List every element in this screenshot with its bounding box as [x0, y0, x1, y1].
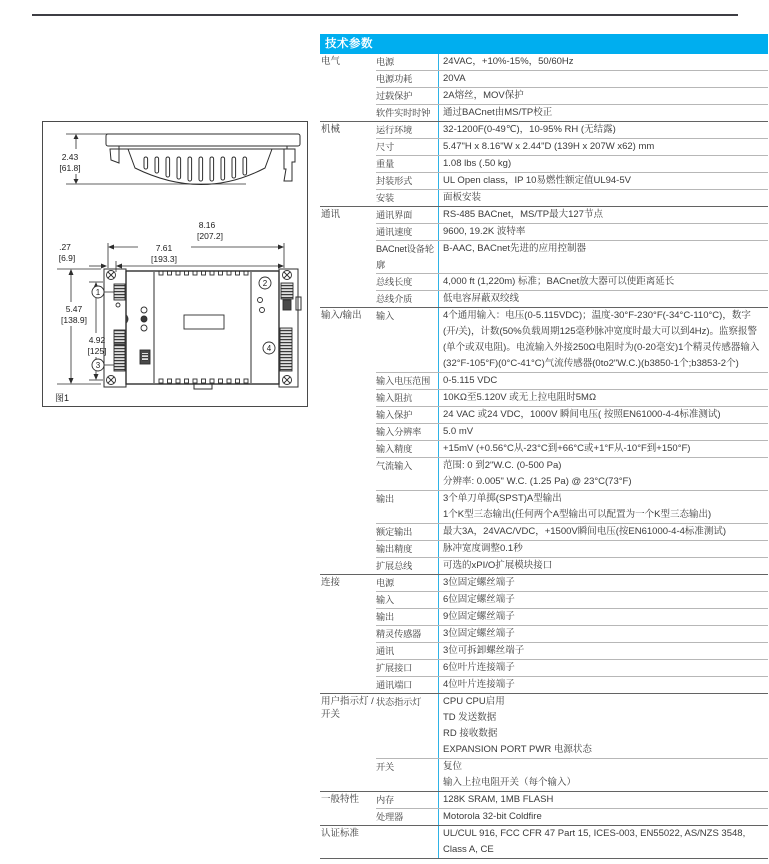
spec-value-line: 0-5.115 VDC	[443, 375, 498, 386]
spec-value	[438, 373, 768, 389]
spec-table-header: 技术参数	[320, 34, 768, 54]
spec-param: 开关	[376, 762, 395, 772]
dim-height2-in: 4.92	[88, 335, 106, 345]
callout-4: 4	[266, 344, 272, 353]
dim-width-lines	[108, 243, 284, 268]
spec-rows	[376, 54, 768, 121]
spec-value	[438, 558, 768, 574]
spec-param: 电源功耗	[376, 74, 413, 84]
spec-param: 重量	[376, 159, 395, 169]
spec-category: 机械	[321, 124, 341, 135]
spec-param: 气流输入	[376, 461, 413, 471]
spec-param: 处理器	[376, 812, 404, 822]
arrow	[108, 245, 114, 250]
spec-value-line: Motorola 32-bit Coldfire	[443, 811, 542, 822]
spec-value	[438, 441, 768, 457]
dim-height-in: 5.47	[65, 304, 83, 314]
spec-row	[376, 457, 768, 490]
arrow	[69, 269, 74, 275]
spec-value	[438, 626, 768, 642]
spec-value	[438, 677, 768, 693]
spec-value	[438, 660, 768, 676]
spec-value	[438, 643, 768, 659]
spec-row	[376, 490, 768, 523]
arrow	[74, 179, 79, 184]
spec-row	[376, 659, 768, 676]
spec-row	[376, 758, 768, 791]
spec-section	[320, 307, 768, 574]
spec-value-line: 输入上拉电阻开关（每个输入）	[443, 777, 577, 788]
spec-param: 状态指示灯	[376, 697, 422, 707]
spec-value	[438, 694, 768, 758]
spec-row	[376, 389, 768, 406]
spec-value-line: 3位固定螺丝端子	[443, 628, 515, 639]
spec-row	[376, 440, 768, 457]
dim-width2-in: 7.61	[155, 243, 173, 253]
spec-value	[438, 458, 768, 490]
spec-category: 连接	[321, 577, 341, 588]
spec-param: 额定输出	[376, 527, 413, 537]
spec-row	[376, 54, 768, 70]
spec-value	[438, 524, 768, 540]
spec-value	[438, 71, 768, 87]
figure-box	[42, 121, 308, 407]
spec-value-line: 分辨率: 0.005" W.C. (1.25 Pa) @ 23°C(73°F)	[443, 476, 632, 487]
spec-section	[320, 206, 768, 307]
spec-param: BACnet设备轮廓	[376, 244, 434, 270]
spec-rows	[376, 792, 768, 825]
spec-row	[376, 694, 768, 758]
right-terminal-blocks	[280, 283, 293, 371]
spec-param: 输入阻抗	[376, 393, 413, 403]
spec-value-line: 范围: 0 到2"W.C. (0-500 Pa)	[443, 460, 562, 471]
spec-rows	[376, 826, 768, 858]
spec-value	[438, 207, 768, 223]
spec-param: 输入分辨率	[376, 427, 422, 437]
spec-row	[376, 591, 768, 608]
spec-param: 输入	[376, 311, 395, 321]
spec-value	[438, 390, 768, 406]
spec-row	[376, 240, 768, 273]
spec-value	[438, 88, 768, 104]
spec-param: 输入电压范围	[376, 376, 431, 386]
spec-value-line: 24VAC，+10%-15%，50/60Hz	[443, 56, 574, 67]
dim-width2-mm: [193.3]	[151, 254, 177, 264]
spec-value-line: 2A熔丝，MOV保护	[443, 90, 524, 101]
spec-value-line: 20VA	[443, 73, 466, 84]
spec-value-line: 最大3A，24VAC/VDC，+1500V瞬间电压(按EN61000-4-4标准测试)	[443, 526, 727, 537]
spec-value-line: UL/CUL 916, FCC CFR 47 Part 15, ICES-003, EN55022, AS/NZS 3548, Class A, CE	[443, 828, 746, 855]
spec-param: 通讯端口	[376, 680, 413, 690]
spec-row	[376, 826, 768, 858]
spec-value-line: 面板安装	[443, 192, 482, 203]
spec-row	[376, 608, 768, 625]
spec-section	[320, 693, 768, 791]
spec-param: 软件实时时钟	[376, 108, 431, 118]
spec-row	[376, 523, 768, 540]
arrow	[69, 378, 74, 384]
spec-value-line: 6位固定螺丝端子	[443, 594, 515, 605]
spec-row	[376, 273, 768, 290]
device-drawing-svg	[43, 122, 307, 406]
spec-param: 输入精度	[376, 444, 413, 454]
arrow	[74, 134, 79, 139]
spec-value-line: 3位固定螺丝端子	[443, 577, 515, 588]
spec-param: 输出	[376, 612, 395, 622]
spec-value-line: 4个通用输入：电压(0-5.115VDC)；温度-30°F-230°F(-34°C-110°C)，数字(开/关)，计数(50%负载周期125毫秒脉冲宽度时最大可以到4Hz)。监察报警(单个或双电阻)。电流输入外接250Ω电阻时为(0-20毫安)1个精灵传感器输入(32°F-105°F)(0°C-41°C)气流传感器(0to2"W.C.)(b3850-1个;b3853-2个)	[443, 310, 760, 369]
spec-param: 尺寸	[376, 142, 395, 152]
spec-value-line: TD 发送数据	[443, 712, 497, 723]
spec-section	[320, 54, 768, 121]
spec-table	[320, 34, 768, 859]
top-rule	[32, 14, 738, 16]
spec-value-line: 9位固定螺丝端子	[443, 611, 515, 622]
spec-value-line: 4位叶片连接端子	[443, 679, 515, 690]
spec-value	[438, 54, 768, 70]
spec-value-line: 脉冲宽度调整0.1秒	[443, 543, 523, 554]
spec-value-line: 可选的xPI/O扩展模块接口	[443, 560, 553, 571]
callout-2: 2	[262, 279, 268, 288]
spec-row	[376, 104, 768, 121]
spec-param: 输出	[376, 494, 395, 504]
spec-rows	[376, 122, 768, 206]
dim-height2-mm: [125]	[87, 346, 107, 356]
spec-value	[438, 759, 768, 791]
spec-row	[376, 557, 768, 574]
spec-category: 一般特性	[321, 794, 360, 805]
spec-value-line: 128K SRAM, 1MB FLASH	[443, 794, 554, 805]
spec-value	[438, 291, 768, 307]
spec-value-line: CPU CPU启用	[443, 696, 505, 707]
spec-param: 输入保护	[376, 410, 413, 420]
spec-value-line: UL Open class，IP 10易燃性额定值UL94-5V	[443, 175, 631, 186]
dim-offset-mm: [6.9]	[58, 253, 76, 263]
spec-value-line: RD 接收数据	[443, 728, 498, 739]
spec-row	[376, 223, 768, 240]
callout-1: 1	[95, 288, 101, 297]
spec-value-line: 1.08 lbs (.50 kg)	[443, 158, 512, 169]
spec-sections	[320, 54, 768, 858]
spec-value-line: 32-1200F(0-49℃)，10-95% RH (无结露)	[443, 124, 616, 135]
spec-param: 封装形式	[376, 176, 413, 186]
spec-value	[438, 575, 768, 591]
spec-section	[320, 574, 768, 693]
figure-caption: 图1	[55, 393, 70, 403]
spec-value	[438, 190, 768, 206]
spec-category: 认证标准	[321, 828, 360, 839]
spec-value	[438, 407, 768, 423]
spec-param: 安装	[376, 193, 395, 203]
spec-param: 扩展接口	[376, 663, 413, 673]
body-details	[140, 298, 265, 365]
spec-param: 精灵传感器	[376, 629, 422, 639]
spec-param: 通讯速度	[376, 227, 413, 237]
spec-param: 总线长度	[376, 277, 413, 287]
spec-value-line: 5.47"H x 8.16"W x 2.44"D (139H x 207W x62) mm	[443, 141, 655, 152]
spec-value-line: 9600, 19.2K 波特率	[443, 226, 526, 237]
spec-row	[376, 70, 768, 87]
spec-value	[438, 809, 768, 825]
spec-value-line: 10KΩ至5.120V 或无上拉电阻时5MΩ	[443, 392, 597, 403]
spec-row	[376, 207, 768, 223]
spec-rows	[376, 308, 768, 574]
spec-row	[376, 423, 768, 440]
arrow	[278, 245, 284, 250]
spec-row	[376, 138, 768, 155]
spec-row	[376, 792, 768, 808]
spec-section	[320, 825, 768, 858]
spec-section	[320, 121, 768, 206]
spec-param: 过载保护	[376, 91, 413, 101]
spec-row	[376, 575, 768, 591]
spec-value	[438, 541, 768, 557]
spec-row	[376, 625, 768, 642]
arrow	[278, 264, 284, 269]
spec-value-line: 低电容屏蔽双绞线	[443, 293, 520, 304]
spec-row	[376, 676, 768, 693]
spec-row	[376, 308, 768, 372]
spec-rows	[376, 575, 768, 693]
spec-value	[438, 792, 768, 808]
dim-offset-in: .27	[59, 242, 71, 252]
spec-value	[438, 826, 768, 858]
spec-value	[438, 308, 768, 372]
spec-param	[376, 826, 438, 858]
spec-row	[376, 155, 768, 172]
spec-value	[438, 224, 768, 240]
spec-param: 电源	[376, 57, 395, 67]
spec-value-line: +15mV (+0.56°C从-23°C到+66°C或+1°F从-10°F到+150°F)	[443, 443, 691, 454]
spec-param: 内存	[376, 795, 395, 805]
arrow	[101, 264, 107, 269]
spec-value	[438, 156, 768, 172]
spec-value-line: 24 VAC 或24 VDC，1000V 瞬间电压( 按照EN61000-4-4标准测试)	[443, 409, 721, 420]
spec-row	[376, 189, 768, 206]
spec-value-line: 3个单刀单掷(SPST)A型输出	[443, 493, 562, 504]
spec-row	[376, 172, 768, 189]
spec-value-line: 6位叶片连接端子	[443, 662, 515, 673]
spec-param: 扩展总线	[376, 561, 413, 571]
spec-value	[438, 139, 768, 155]
spec-rows	[376, 694, 768, 791]
spec-param: 总线介质	[376, 294, 413, 304]
spec-section	[320, 791, 768, 825]
spec-value	[438, 424, 768, 440]
spec-value-line: EXPANSION PORT PWR 电源状态	[443, 744, 592, 755]
spec-value-line: 复位	[443, 761, 463, 772]
spec-value	[438, 241, 768, 273]
spec-value	[438, 173, 768, 189]
spec-param: 电源	[376, 578, 395, 588]
arrow	[94, 374, 99, 380]
spec-row	[376, 540, 768, 557]
spec-value	[438, 491, 768, 523]
spec-param: 运行环境	[376, 125, 413, 135]
spec-value-line: RS-485 BACnet，MS/TP最大127节点	[443, 209, 603, 220]
spec-value	[438, 105, 768, 121]
din-teeth	[159, 271, 248, 383]
spec-row	[376, 122, 768, 138]
spec-row	[376, 808, 768, 825]
spec-category: 输入/输出	[321, 310, 362, 321]
spec-row	[376, 406, 768, 423]
spec-category: 电气	[321, 56, 341, 67]
spec-value	[438, 122, 768, 138]
spec-category: 用户指示灯 / 开关	[321, 696, 374, 720]
spec-value-line: 通过BACnet由MS/TP校正	[443, 107, 553, 118]
spec-param: 输入	[376, 595, 395, 605]
callout-3: 3	[95, 361, 101, 370]
spec-row	[376, 372, 768, 389]
spec-row	[376, 642, 768, 659]
arrow	[116, 264, 122, 269]
dim-depth-mm: [61.8]	[59, 163, 81, 173]
dim-height-mm: [138.9]	[61, 315, 87, 325]
spec-row	[376, 290, 768, 307]
spec-value-line: B-AAC, BACnet先进的应用控制器	[443, 243, 587, 254]
spec-rows	[376, 207, 768, 307]
spec-value-line: 1个K型三态输出(任何两个A型输出可以配置为一个K型三态输出)	[443, 509, 712, 520]
spec-value-line: 4,000 ft (1,220m) 标准；BACnet放大器可以使距离延长	[443, 276, 675, 287]
spec-param: 通讯	[376, 646, 395, 656]
spec-param: 通讯界面	[376, 210, 413, 220]
spec-category: 通讯	[321, 209, 341, 220]
spec-row	[376, 87, 768, 104]
spec-value-line: 5.0 mV	[443, 426, 474, 437]
dim-depth-in: 2.43	[61, 152, 79, 162]
spec-value	[438, 592, 768, 608]
dim-width-mm: [207.2]	[197, 231, 223, 241]
spec-param: 输出精度	[376, 544, 413, 554]
spec-value-line: 3位可拆卸螺丝端子	[443, 645, 525, 656]
dim-width-in: 8.16	[198, 220, 216, 230]
spec-value	[438, 609, 768, 625]
spec-value	[438, 274, 768, 290]
